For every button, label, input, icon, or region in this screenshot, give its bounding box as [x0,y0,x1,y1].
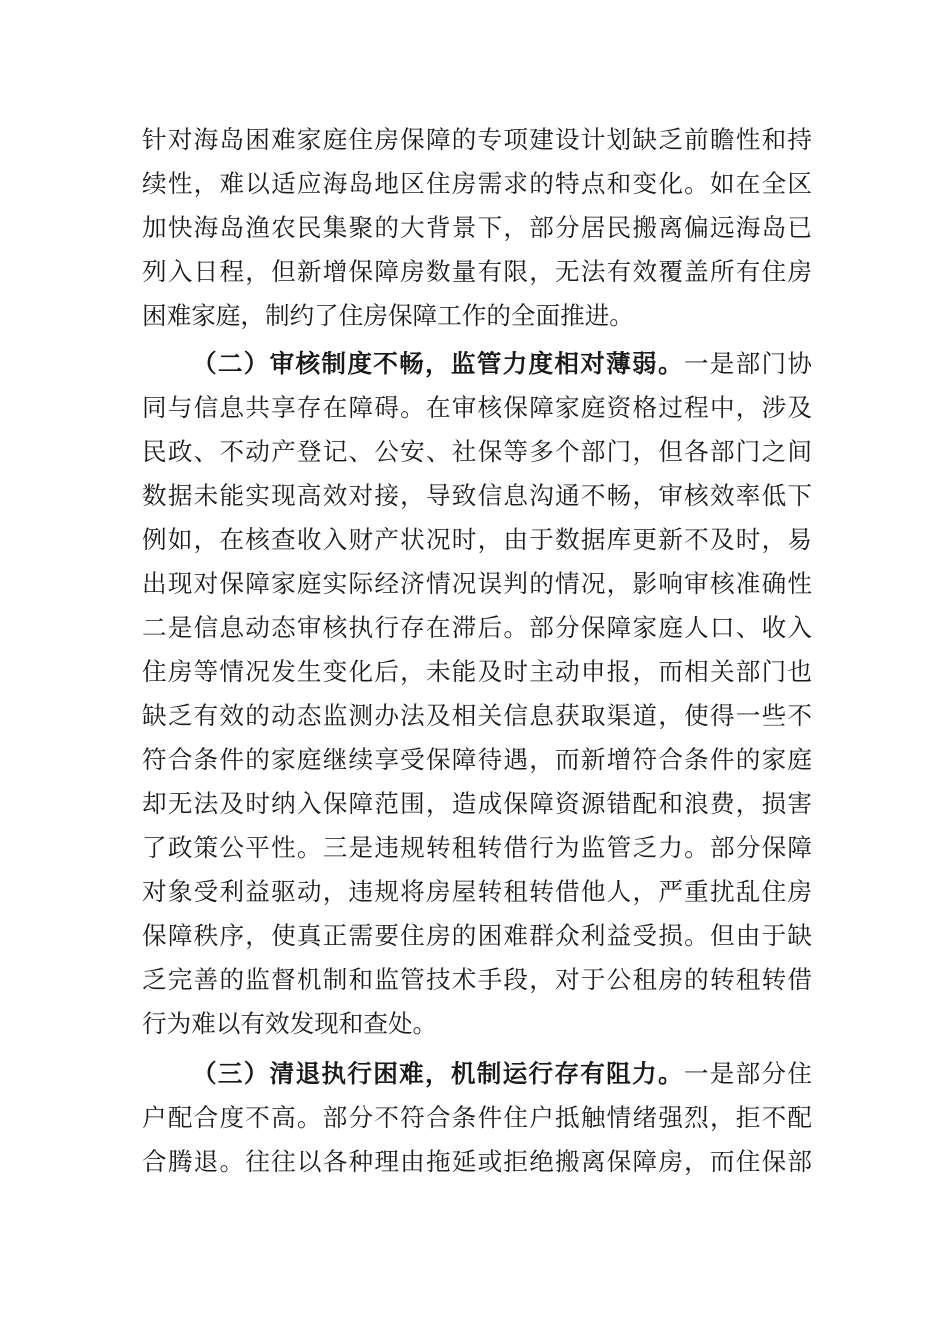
text-line: 续性，难以适应海岛地区住房需求的特点和变化。如在全区 [142,169,812,198]
section-3-first-line [192,1052,812,1096]
section-2-text: 一是部门协 [683,349,812,378]
text-line: 住房等情况发生变化后，未能及时主动申报，而相关部门也 [142,657,812,686]
text-line: 符合条件的家庭继续享受保障待遇，而新增符合条件的家庭 [142,745,812,774]
text-line: 加快海岛渔农民集聚的大背景下，部分居民搬离偏远海岛已 [142,213,812,242]
text-line: 针对海岛困难家庭住房保障的专项建设计划缺乏前瞻性和持 [142,125,812,154]
text-line: 民政、不动产登记、公安、社保等多个部门，但各部门之间 [142,437,812,466]
text-line: 出现对保障家庭实际经济情况误判的情况，影响审核准确性 [142,569,812,598]
text-line: 缺乏有效的动态监测办法及相关信息获取渠道，使得一些不 [142,701,812,730]
text-line: 户配合度不高。部分不符合条件住户抵触情绪强烈，拒不配 [142,1103,812,1132]
text-line: 乏完善的监督机制和监管技术手段，对于公租房的转租转借 [142,965,812,994]
section-3-text: 一是部分住 [683,1059,812,1088]
text-line: 数据未能实现高效对接，导致信息沟通不畅，审核效率低下 [142,481,812,510]
section-2-heading: （二）审核制度不畅，监管力度相对薄弱。 [192,349,684,378]
text-line: 二是信息动态审核执行存在滞后。部分保障家庭人口、收入 [142,613,812,642]
text-line: 列入日程，但新增保障房数量有限，无法有效覆盖所有住房 [142,257,812,286]
text-line: 例如，在核查收入财产状况时，由于数据库更新不及时，易 [142,525,812,554]
text-line: 却无法及时纳入保障范围，造成保障资源错配和浪费，损害 [142,789,812,818]
text-line: 合腾退。往往以各种理由拖延或拒绝搬离保障房，而住保部 [142,1147,812,1176]
text-line: 了政策公平性。三是违规转租转借行为监管乏力。部分保障 [142,833,812,862]
section-3-heading: （三）清退执行困难，机制运行存有阻力。 [192,1059,684,1088]
text-line: 行为难以有效发现和查处。 [142,1009,438,1038]
text-line: 对象受利益驱动，违规将房屋转租转借他人，严重扰乱住房 [142,877,812,906]
text-line: 同与信息共享存在障碍。在审核保障家庭资格过程中，涉及 [142,393,812,422]
text-line: 困难家庭，制约了住房保障工作的全面推进。 [142,301,634,330]
section-2-first-line [192,342,812,386]
text-line: 保障秩序，使真正需要住房的困难群众利益受损。但由于缺 [142,921,812,950]
